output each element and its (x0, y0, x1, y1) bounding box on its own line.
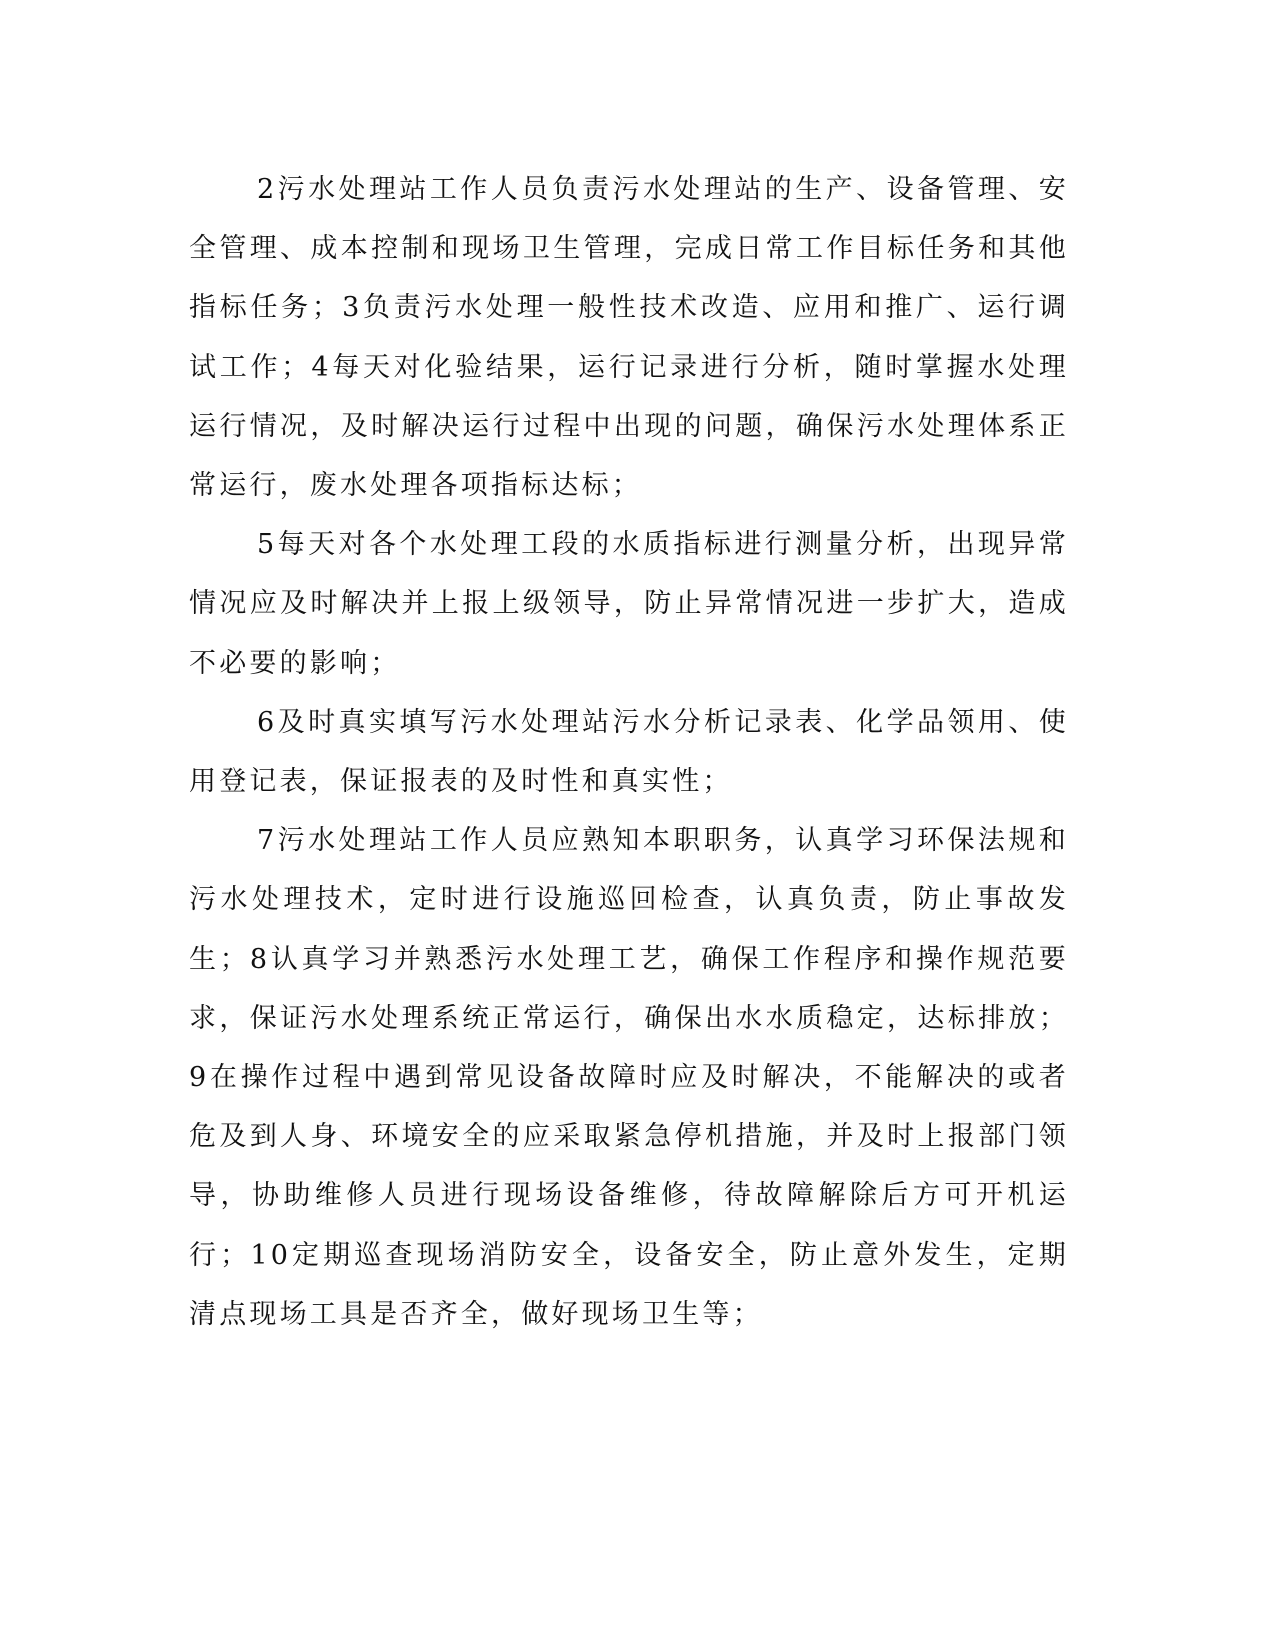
document-body (189, 160, 1069, 1344)
paragraph-duties-2-4: 2污水处理站工作人员负责污水处理站的生产、设备管理、安全管理、成本控制和现场卫生管理，完成日常工作目标任务和其他指标任务；3负责污水处理一般性技术改造、应用和推广、运行调试工作；4每天对化验结果，运行记录进行分析，随时掌握水处理运行情况，及时解决运行过程中出现的问题，确保污水处理体系正常运行，废水处理各项指标达标； (189, 174, 1069, 502)
paragraph-duty-5: 5每天对各个水处理工段的水质指标进行测量分析，出现异常情况应及时解决并上报上级领导，防止异常情况进一步扩大，造成不必要的影响； (189, 529, 1069, 679)
paragraph-duty-6: 6及时真实填写污水处理站污水分析记录表、化学品领用、使用登记表，保证报表的及时性和真实性； (189, 706, 1069, 798)
paragraph-duties-7-10: 7污水处理站工作人员应熟知本职职务，认真学习环保法规和污水处理技术，定时进行设施巡回检查，认真负责，防止事故发生；8认真学习并熟悉污水处理工艺，确保工作程序和操作规范要求，保证污水处理系统正常运行，确保出水水质稳定，达标排放；9在操作过程中遇到常见设备故障时应及时解决，不能解决的或者危及到人身、环境安全的应采取紧急停机措施，并及时上报部门领导，协助维修人员进行现场设备维修，待故障解除后方可开机运行；10定期巡查现场消防安全，设备安全，防止意外发生，定期清点现场工具是否齐全，做好现场卫生等； (189, 825, 1069, 1330)
